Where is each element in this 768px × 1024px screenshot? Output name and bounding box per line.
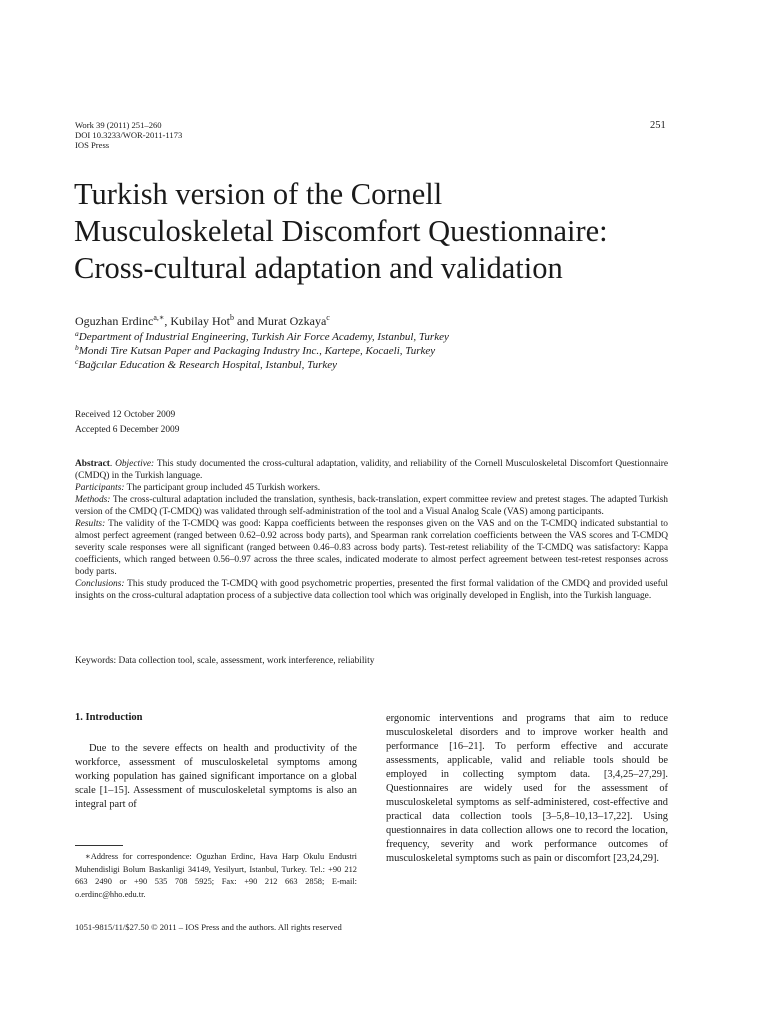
affiliation	[75, 344, 449, 358]
affiliations	[75, 330, 449, 372]
results-text: The validity of the T-CMDQ was good: Kappa coefficients between the responses given on the VAS and on the T-CMDQ indicated substantial to almost perfect agreement (ranged between 0.62–0.92 across body parts), and Spearman rank correlation coefficients between the VAS scores and T-CMDQ severity scale responses were all significant (ranged between 0.46–0.83 across body parts). Test-retest reliability of the T-CMDQ was satisfactory: Kappa coefficients, which ranged between 0.56–0.97 across the three scales, indicated moderate to almost perfect agreement between test-retest responses across body parts.	[75, 519, 668, 577]
objective-label: Objective:	[115, 459, 155, 469]
author-separator: and	[233, 314, 258, 328]
abstract-label: Abstract	[75, 459, 110, 469]
objective-text: This study documented the cross-cultural adaptation, validity, and reliability of the Cornell Musculoskeletal Discomfort Questionnaire (CMDQ) in the Turkish language.	[75, 459, 668, 481]
methods-text: The cross-cultural adaptation included the translation, synthesis, back-translation, expert committee review and pretest stages. The adapted Turkish version of the CMDQ (T-CMDQ) was validated through self-administration of the tool and a Visual Analog Scale (VAS) among participants.	[75, 495, 668, 517]
received-date: Received 12 October 2009	[75, 410, 176, 420]
author-mark: b	[229, 313, 234, 322]
right-column	[386, 712, 668, 866]
keywords: Keywords: Data collection tool, scale, assessment, work interference, reliability	[75, 656, 375, 666]
abstract-objective: Abstract. Objective: This study documented the cross-cultural adaptation, validity, and reliability of the Cornell Musculoskeletal Discomfort Questionnaire (CMDQ) in the Turkish language.	[75, 459, 668, 481]
author-name: Kubilay Hot	[170, 314, 230, 328]
intro-paragraph-left: Due to the severe effects on health and productivity of the workforce, assessment of musculoskeletal symptoms among working population has gained significant importance on a global scale [1–15]. Assessment of musculoskeletal symptoms is also an integral part of	[75, 743, 357, 810]
submission-dates	[75, 408, 179, 438]
abstract-participants	[75, 482, 668, 494]
participants-text: The participant group included 45 Turkish workers.	[126, 483, 321, 493]
paper-title	[74, 176, 714, 287]
participants-label: Participants:	[75, 483, 125, 493]
abstract-conclusions	[75, 578, 668, 602]
doi: DOI 10.3233/WOR-2011-1173	[75, 130, 183, 140]
affiliation-mark: b	[75, 343, 79, 352]
author-mark: a,∗	[153, 313, 165, 322]
correspondence-footnote: ∗Address for correspondence: Oguzhan Erdinc, Hava Harp Okulu Endustri Muhendisligi Bolum Baskanligi 34149, Yesilyurt, Istanbul, Turkey. Tel.: +90 212 663 2490 or +90 535 708 5925; Fax: +90 212 663 2858; E-mail: o.erdinc@hho.edu.tr.	[75, 852, 357, 899]
author-separator: ,	[164, 314, 171, 328]
title-line: Cross-cultural adaptation and validation	[74, 251, 563, 285]
conclusions-text: This study produced the T-CMDQ with good psychometric properties, presented the first formal validation of the CMDQ and provided useful insights on the cross-cultural adaptation process of a subjective data collection tool which was originally developed in English, into the Turkish language.	[75, 579, 668, 601]
abstract	[75, 458, 668, 602]
copyright-line: 1051-9815/11/$27.50 © 2011 – IOS Press and the authors. All rights reserved	[75, 922, 342, 932]
author-list	[75, 314, 330, 329]
affiliation-text: Bağcılar Education & Research Hospital, Istanbul, Turkey	[78, 359, 338, 371]
abstract-methods	[75, 494, 668, 518]
affiliation-mark: a	[75, 329, 79, 338]
author-name: Oguzhan Erdinc	[75, 314, 154, 328]
results-label: Results:	[75, 519, 106, 529]
section-heading: 1. Introduction	[75, 712, 143, 723]
affiliation	[75, 358, 449, 372]
title-line: Musculoskeletal Discomfort Questionnaire:	[74, 214, 608, 248]
page-number: 251	[650, 120, 666, 131]
footnote-rule	[75, 845, 123, 846]
left-column	[75, 712, 357, 812]
journal-citation: Work 39 (2011) 251–260	[75, 120, 162, 130]
methods-label: Methods:	[75, 495, 111, 505]
abstract-results	[75, 518, 668, 578]
accepted-date: Accepted 6 December 2009	[75, 425, 180, 435]
title-line: Turkish version of the Cornell	[74, 177, 443, 211]
running-header	[75, 120, 182, 150]
affiliation-text: Department of Industrial Engineering, Turkish Air Force Academy, Istanbul, Turkey	[78, 331, 449, 343]
publisher: IOS Press	[75, 140, 110, 150]
intro-paragraph-right: ergonomic interventions and programs that aim to reduce musculoskeletal disorders and to improve worker health and performance [16–21]. To perform effective and accurate assessments, applicable, valid and reliable tools should be employed in collecting symptom data. [3,4,25–27,29]. Questionnaires are widely used for the assessment of musculoskeletal symptoms as self-administered, cost-effective and practical data collection tools [3–5,8–10,13–17,22]. Using questionnaires in data collection allows one to record the location, frequency, severity and work performance outcomes of musculoskeletal symptoms such as pain or discomfort [23,24,29].	[386, 713, 668, 864]
author-mark: c	[326, 313, 330, 322]
conclusions-label: Conclusions:	[75, 579, 125, 589]
author-name: Murat Ozkaya	[257, 314, 327, 328]
affiliation	[75, 330, 449, 344]
affiliation-mark: c	[75, 357, 79, 366]
affiliation-text: Mondi Tire Kutsan Paper and Packaging Industry Inc., Kartepe, Kocaeli, Turkey	[78, 345, 436, 357]
